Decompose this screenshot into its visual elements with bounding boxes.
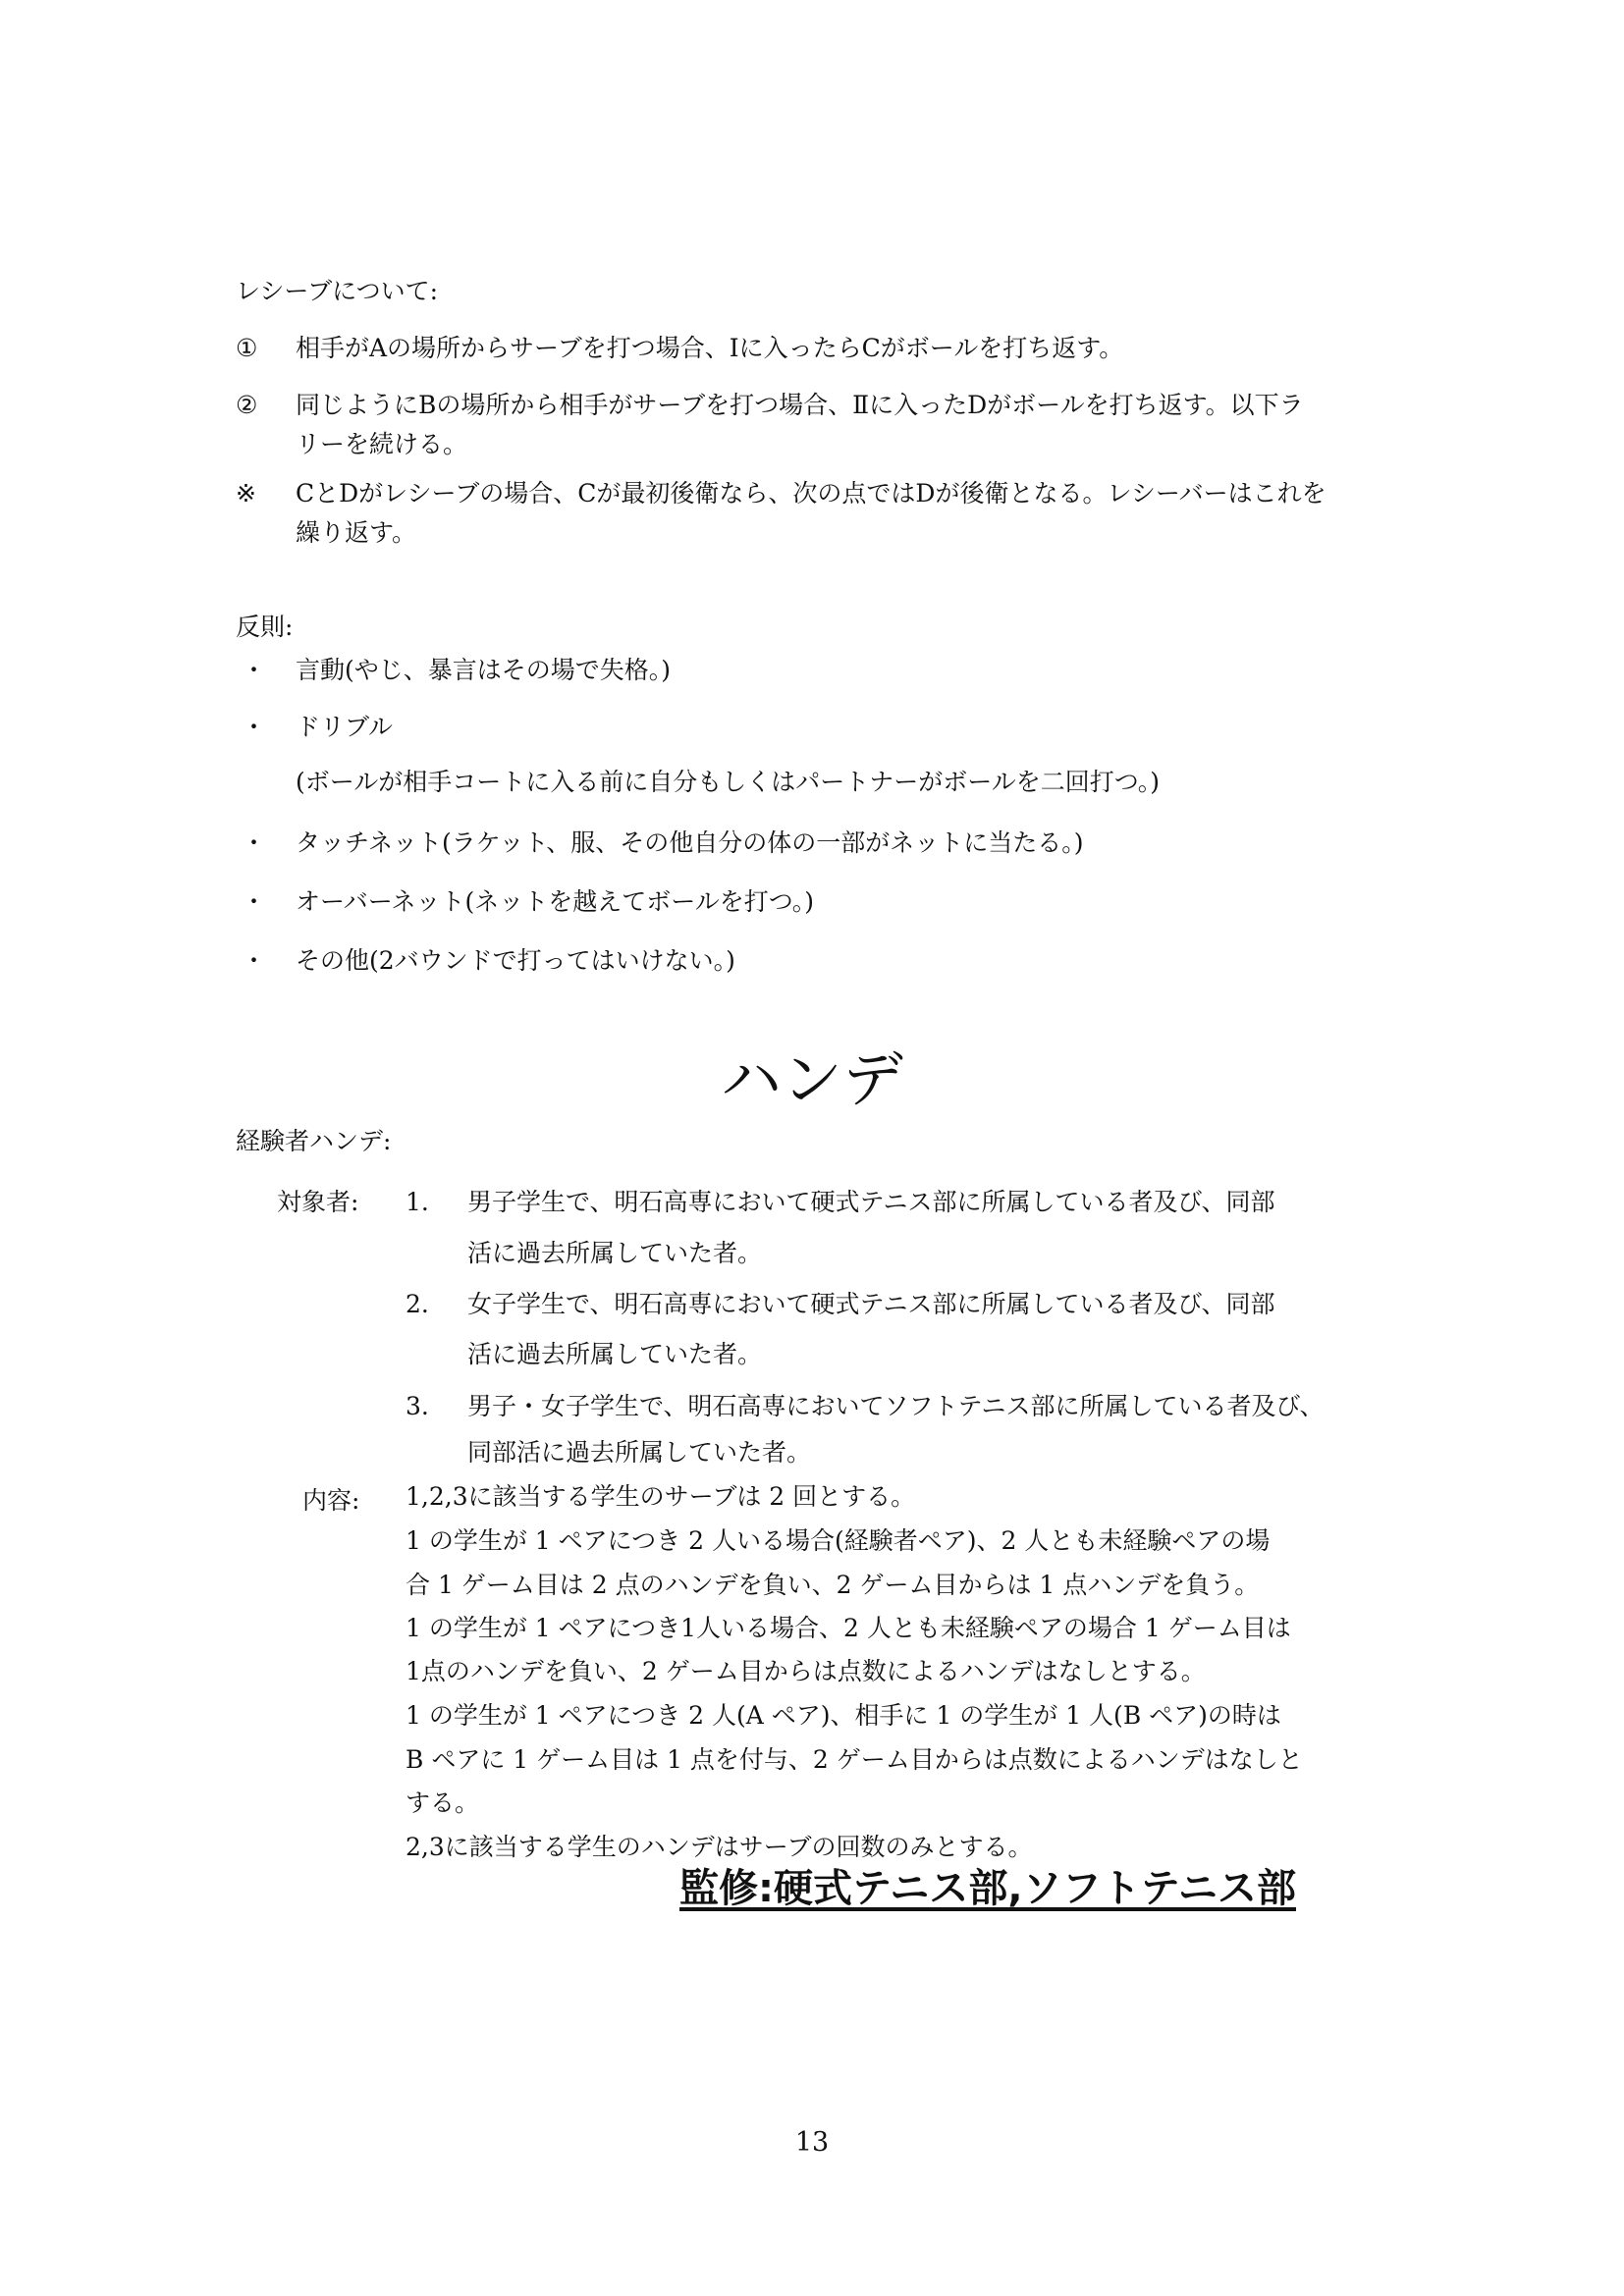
foul-item-2-detail: (ボールが相手コートに入る前に自分もしくはパートナーがボールを二回打つ。)	[296, 768, 1161, 796]
receive-item-3-line-1: CとDがレシーブの場合、Cが最初後衛なら、次の点ではDが後衛となる。レシーバーはこれを	[296, 479, 1326, 507]
receive-heading: レシーブについて:	[236, 277, 439, 305]
content-line-8: する。	[406, 1789, 480, 1817]
target-1-line-1: 男子学生で、明石高専において硬式テニス部に所属している者及び、同部	[467, 1188, 1275, 1216]
target-1-num: 1.	[406, 1188, 429, 1216]
handicap-subheading: 経験者ハンデ:	[236, 1127, 392, 1155]
foul-bullet-4: ・	[242, 887, 267, 916]
content-line-9: 2,3に該当する学生のハンデはサーブの回数のみとする。	[406, 1833, 1033, 1861]
page-number: 13	[794, 2127, 830, 2158]
receive-item-1-mark: ①	[236, 334, 258, 362]
receive-item-3-mark: ※	[236, 479, 256, 507]
content-line-6: 1 の学生が 1 ペアにつき 2 人(A ペア)、相手に 1 の学生が 1 人(B ペア)の時は	[406, 1701, 1281, 1730]
foul-item-4: オーバーネット(ネットを越えてボールを打つ。)	[296, 887, 815, 916]
content-label: 内容:	[302, 1486, 360, 1515]
foul-bullet-5: ・	[242, 946, 267, 975]
foul-bullet-3: ・	[242, 828, 267, 857]
target-3-line-1: 男子・女子学生で、明石高専においてソフトテニス部に所属している者及び、	[467, 1392, 1325, 1420]
target-2-line-1: 女子学生で、明石高専において硬式テニス部に所属している者及び、同部	[467, 1290, 1275, 1318]
receive-item-2-line-2: リーを続ける。	[296, 430, 468, 458]
foul-item-2: ドリブル	[296, 713, 394, 741]
target-2-num: 2.	[406, 1290, 429, 1318]
foul-bullet-2: ・	[242, 713, 267, 741]
receive-item-3-line-2: 繰り返す。	[296, 518, 417, 547]
target-label: 対象者:	[277, 1188, 359, 1216]
supervision-credit: 監修:硬式テニス部,ソフトテニス部	[679, 1866, 1296, 1911]
content-line-3: 合 1 ゲーム目は 2 点のハンデを負い、2 ゲーム目からは 1 点ハンデを負う。	[406, 1571, 1260, 1599]
content-line-4: 1 の学生が 1 ペアにつき1人いる場合、2 人とも未経験ペアの場合 1 ゲーム目は	[406, 1614, 1291, 1642]
content-line-1: 1,2,3に該当する学生のサーブは 2 回とする。	[406, 1482, 916, 1511]
receive-item-1-line-1: 相手がAの場所からサーブを打つ場合、Ⅰに入ったらCがボールを打ち返す。	[296, 334, 1124, 362]
fouls-heading: 反則:	[236, 613, 294, 641]
receive-item-2-mark: ②	[236, 391, 258, 419]
content-line-5: 1点のハンデを負い、2 ゲーム目からは点数によるハンデはなしとする。	[406, 1657, 1206, 1685]
content-line-2: 1 の学生が 1 ペアにつき 2 人いる場合(経験者ペア)、2 人とも未経験ペアの場	[406, 1526, 1271, 1555]
target-1-line-2: 活に過去所属していた者。	[467, 1239, 763, 1267]
foul-item-1: 言動(やじ、暴言はその場で失格。)	[296, 656, 672, 684]
foul-bullet-1: ・	[242, 656, 267, 684]
target-3-line-2: 同部活に過去所属していた者。	[467, 1438, 812, 1467]
foul-item-3: タッチネット(ラケット、服、その他自分の体の一部がネットに当たる。)	[296, 828, 1084, 857]
foul-item-5: その他(2バウンドで打ってはいけない。)	[296, 946, 735, 975]
handicap-title: ハンデ	[720, 1043, 903, 1115]
target-3-num: 3.	[406, 1392, 429, 1420]
receive-item-2-line-1: 同じようにBの場所から相手がサーブを打つ場合、Ⅱに入ったDがボールを打ち返す。以下ラ	[296, 391, 1304, 419]
target-2-line-2: 活に過去所属していた者。	[467, 1340, 763, 1368]
content-line-7: B ペアに 1 ゲーム目は 1 点を付与、2 ゲーム目からは点数によるハンデはなしと	[406, 1745, 1303, 1774]
